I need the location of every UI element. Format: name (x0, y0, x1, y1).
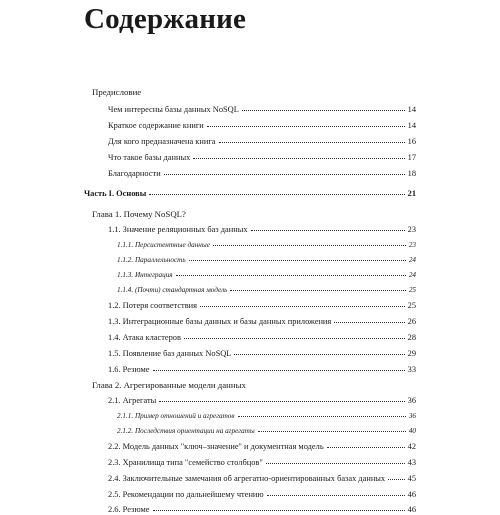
toc-page-number: 33 (407, 365, 416, 374)
toc-entry-title: 2.1.2. Последствия ориентации на агрегаты (117, 427, 255, 435)
toc-entry-s2-2[interactable] (108, 442, 416, 452)
toc-entry-title: Что такое базы данных (108, 153, 191, 162)
toc-entry-s2-1-1[interactable] (117, 411, 416, 421)
toc-dot-leader (258, 431, 406, 432)
toc-page-number: 29 (407, 349, 416, 358)
toc-entry-title: 1.1.3. Интеграция (117, 271, 173, 279)
toc-entry-s1-1-2[interactable] (117, 255, 416, 265)
toc-entry-title: 1.6. Резюме (108, 365, 150, 374)
toc-page-number: 16 (407, 137, 416, 146)
toc-dot-leader (242, 110, 405, 111)
toc-entry-title: Краткое содержание книги (108, 121, 204, 130)
toc-entry-title: 1.4. Атака кластеров (108, 333, 181, 342)
toc-entry-s2-1-2[interactable] (117, 426, 416, 436)
toc-page-number: 42 (407, 442, 416, 451)
toc-entry-title: 2.1.1. Пример отношений и агрегатов (117, 412, 235, 420)
toc-dot-leader (219, 142, 405, 143)
toc-page-number: 43 (407, 458, 416, 467)
toc-dot-leader (189, 260, 406, 261)
toc-entry-s1-2[interactable] (108, 301, 416, 311)
toc-dot-leader (327, 447, 405, 448)
toc-page-number: 23 (408, 241, 416, 249)
toc-entry-s2-6[interactable] (108, 505, 416, 515)
toc-dot-leader (213, 245, 406, 246)
toc-dot-leader (193, 158, 404, 159)
toc-entry-title: Часть I. Основы (84, 189, 147, 198)
toc-entry-s1-6[interactable] (108, 365, 416, 375)
toc-entry-s2-5[interactable] (108, 490, 416, 500)
toc-dot-leader (266, 463, 405, 464)
toc-dot-leader (159, 401, 404, 402)
toc-entry-title: 1.2. Потеря соответствия (108, 301, 197, 310)
toc-page-number: 25 (407, 301, 416, 310)
toc-page-number: 45 (407, 474, 416, 483)
toc-entry-title: 1.1.4. (Почти) стандартная модель (117, 286, 228, 294)
toc-entry-s1-4[interactable] (108, 333, 416, 343)
toc-entry-ch1[interactable] (92, 209, 186, 219)
toc-page-number: 46 (407, 490, 416, 499)
toc-entry-title: 2.4. Заключительные замечания об агрегатно-ориентированных базах данных (108, 474, 386, 483)
toc-entry-p3[interactable] (108, 137, 416, 147)
toc-entry-title: Для кого предназначена книга (108, 137, 216, 146)
toc-dot-leader (176, 275, 406, 276)
toc-entry-title: 1.1.1. Персистентные данные (117, 241, 210, 249)
toc-entry-s2-3[interactable] (108, 458, 416, 468)
toc-dot-leader (334, 322, 404, 323)
toc-dot-leader (234, 354, 404, 355)
toc-dot-leader (267, 495, 405, 496)
toc-entry-p4[interactable] (108, 153, 416, 163)
toc-entry-title: 2.1. Агрегаты (108, 396, 157, 405)
toc-page-number: 36 (407, 396, 416, 405)
toc-page-number: 23 (407, 225, 416, 234)
toc-entry-s1-1-4[interactable] (117, 285, 416, 295)
toc-dot-leader (230, 290, 405, 291)
toc-page-number: 24 (408, 271, 416, 279)
toc-page-number: 25 (408, 286, 416, 294)
toc-page-number: 28 (407, 333, 416, 342)
toc-entry-s1-3[interactable] (108, 317, 416, 327)
toc-dot-leader (207, 126, 405, 127)
toc-entry-s2-4[interactable] (108, 474, 416, 484)
toc-entry-s1-1-3[interactable] (117, 270, 416, 280)
toc-entry-p2[interactable] (108, 121, 416, 131)
toc-entry-title: 2.2. Модель данных "ключ–значение" и документная модель (108, 442, 324, 451)
toc-page-number: 40 (408, 427, 416, 435)
toc-entry-title: 2.6. Резюме (108, 505, 150, 514)
toc-dot-leader (184, 338, 405, 339)
toc-entry-s1-1[interactable] (108, 225, 416, 235)
toc-page-number: 18 (407, 169, 416, 178)
toc-entry-title: Предисловие (92, 87, 142, 97)
toc-dot-leader (149, 194, 404, 195)
toc-entry-title: 2.3. Хранилища типа "семейство столбцов" (108, 458, 263, 467)
toc-entry-s1-1-1[interactable] (117, 240, 416, 250)
toc-entry-s1-5[interactable] (108, 349, 416, 359)
toc-entry-title: 1.1.2. Параллельность (117, 256, 186, 264)
toc-dot-leader (164, 174, 405, 175)
toc-entry-preface[interactable] (92, 87, 141, 97)
toc-entry-title: 2.5. Рекомендации по дальнейшему чтению (108, 490, 264, 499)
toc-page-number: 17 (407, 153, 416, 162)
toc-entry-title: Благодарности (108, 169, 161, 178)
page-title: Содержание (84, 3, 247, 35)
toc-entry-part1[interactable] (84, 189, 416, 199)
toc-page-number: 46 (407, 505, 416, 514)
toc-page-number: 36 (408, 412, 416, 420)
toc-entry-p5[interactable] (108, 169, 416, 179)
toc-entry-p1[interactable] (108, 105, 416, 115)
toc-page-number: 24 (408, 256, 416, 264)
toc-page-number: 14 (407, 105, 416, 114)
toc-dot-leader (153, 370, 405, 371)
toc-page-number: 21 (407, 189, 416, 198)
toc-dot-leader (251, 230, 405, 231)
toc-entry-title: 1.1. Значение реляционных баз данных (108, 225, 248, 234)
toc-dot-leader (153, 510, 405, 511)
toc-page-number: 26 (407, 317, 416, 326)
toc-entry-ch2[interactable] (92, 380, 246, 390)
toc-entry-title: Глава 2. Агрегированные модели данных (92, 380, 246, 390)
toc-entry-s2-1[interactable] (108, 396, 416, 406)
toc-entry-title: 1.5. Появление баз данных NoSQL (108, 349, 232, 358)
toc-entry-title: 1.3. Интеграционные базы данных и базы данных приложения (108, 317, 332, 326)
toc-entry-title: Глава 1. Почему NoSQL? (92, 209, 186, 219)
toc-dot-leader (200, 306, 405, 307)
toc-entry-title: Чем интересны базы данных NoSQL (108, 105, 239, 114)
toc-dot-leader (388, 479, 405, 480)
toc-dot-leader (238, 416, 406, 417)
toc-page-number: 14 (407, 121, 416, 130)
